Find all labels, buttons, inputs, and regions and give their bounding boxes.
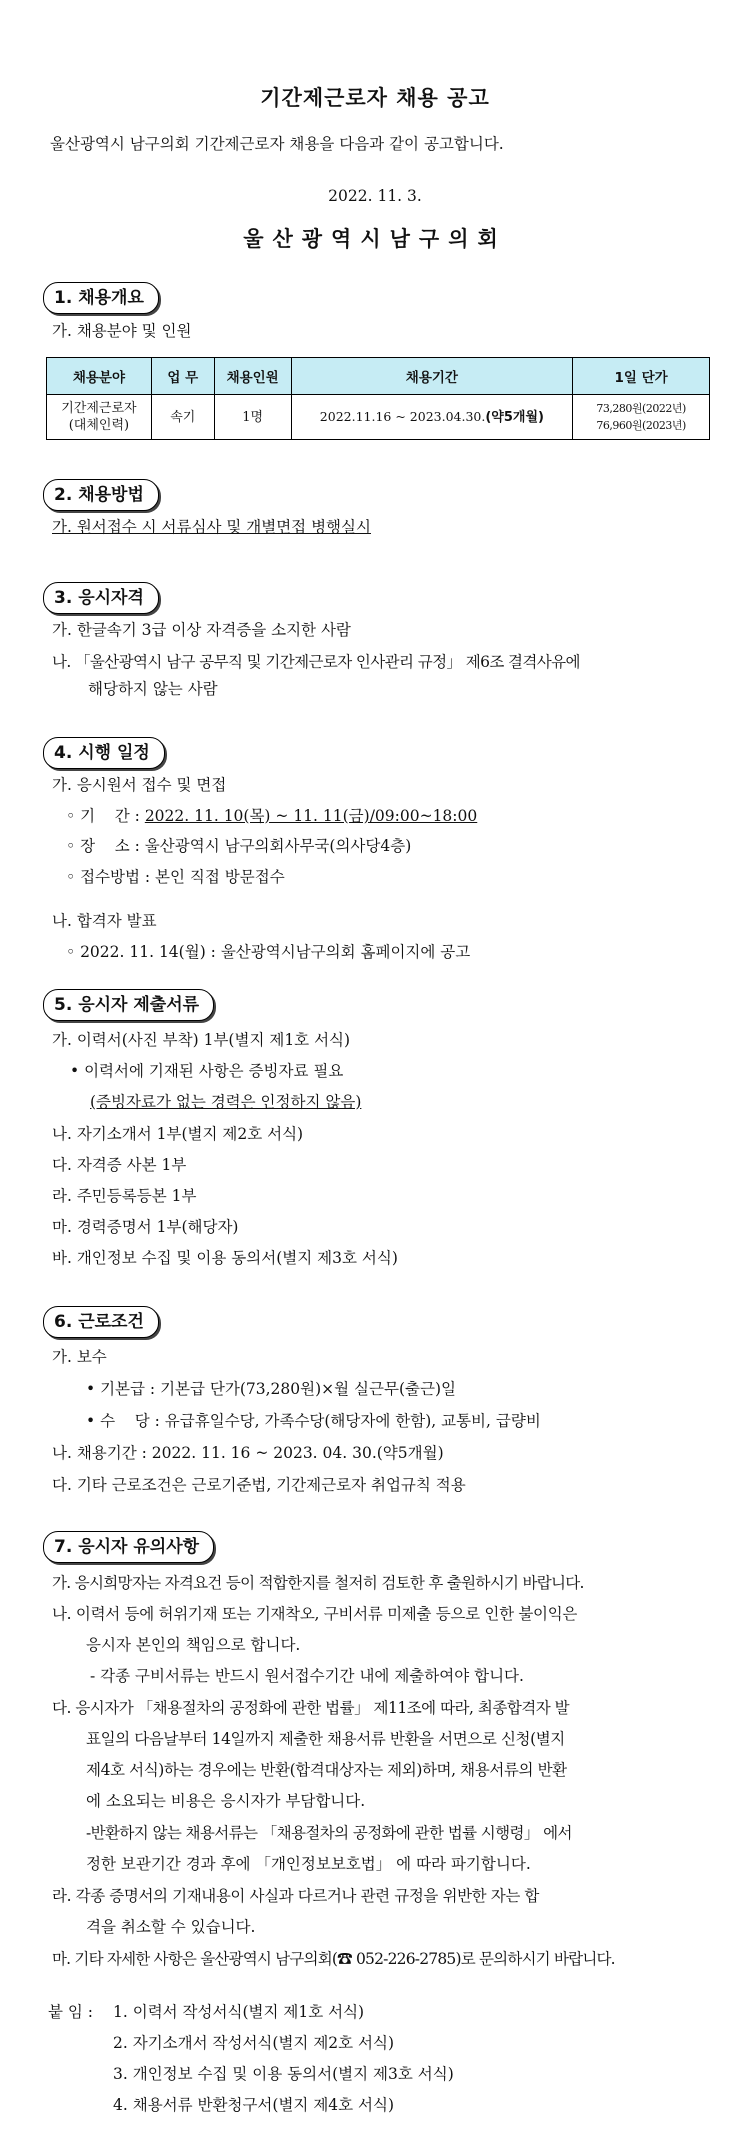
table-header-row bbox=[47, 358, 710, 395]
s4-period-label: ◦ 기 간 : bbox=[66, 807, 145, 825]
attachment-item: 4. 채용서류 반환청구서(별지 제4호 서식) bbox=[113, 2096, 395, 2114]
s4-period-value: 2022. 11. 10(목) ~ 11. 11(금)/09:00~18:00 bbox=[144, 807, 478, 825]
period-duration: (약5개월) bbox=[485, 410, 544, 425]
s7-line-1: 가. 응시희망자는 자격요건 등이 적합한지를 철저히 검토한 후 출원하시기 바랍니다. bbox=[52, 1574, 584, 1592]
task-cell: 속기 bbox=[151, 395, 214, 440]
page-title: 기간제근로자 채용 공고 bbox=[260, 86, 490, 110]
s4-place: ◦ 장 소 : 울산광역시 남구의회사무국(의사당4층) bbox=[66, 837, 412, 855]
field-line-1: 기간제근로자 bbox=[61, 401, 137, 416]
section-header-7: 7. 응시자 유의사항 bbox=[43, 1531, 214, 1563]
notice-date: 2022. 11. 3. bbox=[328, 187, 422, 205]
s6-base-pay: • 기본급 : 기본급 단가(73,280원)×월 실근무(출근)일 bbox=[86, 1380, 456, 1398]
s3-item-b: 나. 「울산광역시 남구 공무직 및 기간제근로자 인사관리 규정」 제6조 결격사유에 bbox=[52, 653, 580, 671]
s1-item-a: 가. 채용분야 및 인원 bbox=[52, 322, 192, 340]
attachments-label: 붙 임 : bbox=[48, 2003, 94, 2021]
attachment-item: 3. 개인정보 수집 및 이용 동의서(별지 제3호 서식) bbox=[113, 2065, 454, 2083]
s3-item-b-cont: 해당하지 않는 사람 bbox=[88, 680, 218, 698]
section-header-3: 3. 응시자격 bbox=[43, 582, 159, 614]
s7-line-8: 에 소요되는 비용은 응시자가 부담합니다. bbox=[86, 1792, 366, 1810]
s4-item-a: 가. 응시원서 접수 및 면접 bbox=[52, 776, 227, 794]
s7-line-11: 라. 각종 증명서의 기재내용이 사실과 다르거나 관련 규정을 위반한 자는 합 bbox=[52, 1887, 539, 1905]
s7-line-5: 다. 응시자가 「채용절차의 공정화에 관한 법률」 제11조에 따라, 최종합격자 발 bbox=[52, 1699, 570, 1717]
attachment-item: 2. 자기소개서 작성서식(별지 제2호 서식) bbox=[113, 2034, 395, 2052]
s2-item-a: 가. 원서접수 시 서류심사 및 개별면접 병행실시 bbox=[52, 518, 371, 536]
recruitment-table bbox=[46, 357, 710, 440]
pay-2022: 73,280원(2022년) bbox=[596, 402, 686, 415]
s6-item-c: 다. 기타 근로조건은 근로기준법, 기간제근로자 취업규칙 적용 bbox=[52, 1476, 466, 1494]
pay-2023: 76,960원(2023년) bbox=[596, 419, 686, 432]
section-header-2: 2. 채용방법 bbox=[43, 479, 159, 511]
s7-line-12: 격을 취소할 수 있습니다. bbox=[86, 1918, 256, 1936]
s7-line-6: 표일의 다음날부터 14일까지 제출한 채용서류 반환을 서면으로 신청(별지 bbox=[86, 1730, 565, 1748]
attachment-item: 1. 이력서 작성서식(별지 제1호 서식) bbox=[113, 2003, 365, 2021]
s5-item-a-note-2: (증빙자료가 없는 경력은 인정하지 않음) bbox=[90, 1093, 362, 1111]
table-header-cell: 채용인원 bbox=[214, 358, 291, 395]
s7-line-2: 나. 이력서 등에 허위기재 또는 기재착오, 구비서류 미제출 등으로 인한 불이익은 bbox=[52, 1605, 578, 1623]
pay-cell bbox=[573, 395, 710, 440]
s5-item-d: 라. 주민등록등본 1부 bbox=[52, 1187, 197, 1205]
s5-item-a: 가. 이력서(사진 부착) 1부(별지 제1호 서식) bbox=[52, 1031, 351, 1049]
table-header-cell: 1일 단가 bbox=[573, 358, 710, 395]
s3-item-a: 가. 한글속기 3급 이상 자격증을 소지한 사람 bbox=[52, 621, 351, 639]
s5-item-e: 마. 경력증명서 1부(해당자) bbox=[52, 1218, 239, 1236]
s4-announce-date: ◦ 2022. 11. 14(월) : 울산광역시남구의회 홈페이지에 공고 bbox=[66, 943, 471, 961]
section-header-4: 4. 시행 일정 bbox=[43, 737, 165, 769]
table-row bbox=[47, 395, 710, 440]
field-cell bbox=[47, 395, 152, 440]
s7-line-13: 마. 기타 자세한 사항은 울산광역시 남구의회(☎ 052-226-2785)로 문의하시기 바랍니다. bbox=[52, 1950, 615, 1968]
table-header-cell: 채용분야 bbox=[47, 358, 152, 395]
period-dates: 2022.11.16 ~ 2023.04.30. bbox=[319, 409, 486, 424]
s5-item-f: 바. 개인정보 수집 및 이용 동의서(별지 제3호 서식) bbox=[52, 1249, 398, 1267]
s6-item-b: 나. 채용기간 : 2022. 11. 16 ~ 2023. 04. 30.(약5개월) bbox=[52, 1444, 444, 1462]
s6-allowance: • 수 당 : 유급휴일수당, 가족수당(해당자에 한함), 교통비, 급량비 bbox=[86, 1412, 541, 1430]
count-cell: 1명 bbox=[214, 395, 291, 440]
s7-line-10: 정한 보관기간 경과 후에 「개인정보보호법」 에 따라 파기합니다. bbox=[86, 1855, 531, 1873]
s7-line-7: 제4호 서식)하는 경우에는 반환(합격대상자는 제외)하며, 채용서류의 반환 bbox=[86, 1761, 567, 1779]
s5-item-a-note: • 이력서에 기재된 사항은 증빙자료 필요 bbox=[70, 1062, 344, 1080]
intro-text: 울산광역시 남구의회 기간제근로자 채용을 다음과 같이 공고합니다. bbox=[50, 135, 504, 153]
table-header-cell: 업 무 bbox=[151, 358, 214, 395]
s4-item-b: 나. 합격자 발표 bbox=[52, 912, 157, 930]
s7-line-9: -반환하지 않는 채용서류는 「채용절차의 공정화에 관한 법률 시행령」 에서 bbox=[86, 1824, 572, 1842]
s7-line-4: - 각종 구비서류는 반드시 원서접수기간 내에 제출하여야 합니다. bbox=[90, 1667, 524, 1685]
table-header-cell: 채용기간 bbox=[291, 358, 573, 395]
s5-item-c: 다. 자격증 사본 1부 bbox=[52, 1156, 187, 1174]
section-header-6: 6. 근로조건 bbox=[43, 1306, 159, 1338]
section-header-5: 5. 응시자 제출서류 bbox=[43, 989, 214, 1021]
s6-item-a: 가. 보수 bbox=[52, 1348, 107, 1366]
s7-line-3: 응시자 본인의 책임으로 합니다. bbox=[86, 1636, 301, 1654]
section-header-1: 1. 채용개요 bbox=[43, 282, 159, 314]
s4-method: ◦ 접수방법 : 본인 직접 방문접수 bbox=[66, 868, 285, 886]
s4-period bbox=[66, 805, 477, 827]
s5-item-b: 나. 자기소개서 1부(별지 제2호 서식) bbox=[52, 1125, 304, 1143]
organization-name: 울산광역시남구의회 bbox=[243, 227, 507, 251]
field-line-2: (대체인력) bbox=[68, 418, 130, 433]
period-cell bbox=[291, 395, 573, 440]
